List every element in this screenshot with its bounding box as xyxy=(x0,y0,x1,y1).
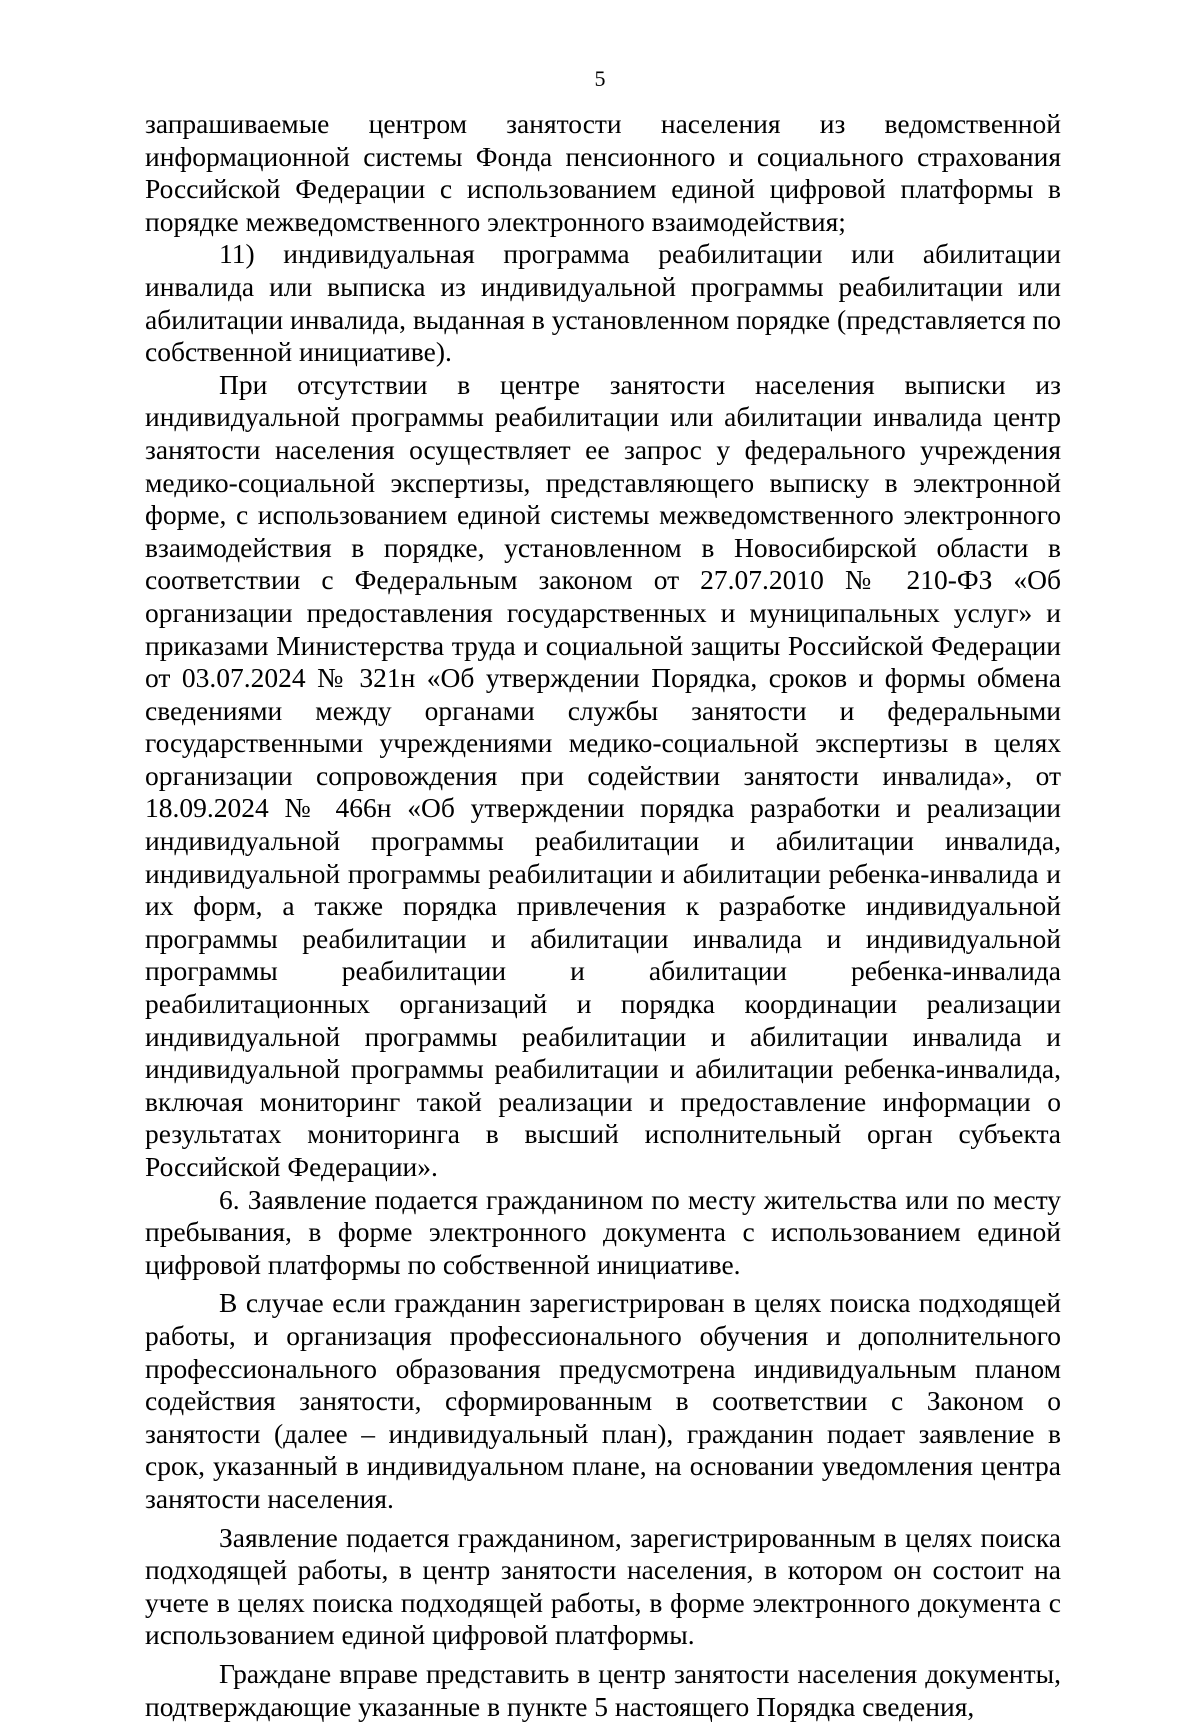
paragraph-application-submission: Заявление подается гражданином, зарегистрированным в целях поиска подходящей работы, в центр занятости населения, в котором он состоит на учете в целях поиска подходящей работы, в форме электронного документа с использованием единой цифровой платформы. xyxy=(145,1521,1061,1651)
paragraph-continuation: запрашиваемые центром занятости населения из ведомственной информационной системы Фонда пенсионного и социального страхования Российской Федерации с использованием единой цифровой платформы в порядке межведомственного электронного взаимодействия; xyxy=(145,108,1061,237)
document-body xyxy=(145,108,1061,1723)
paragraph-individual-plan: В случае если гражданин зарегистрирован в целях поиска подходящей работы, и организация профессионального обучения и дополнительного профессионального образования предусмотрена индивидуальным планом содействия занятости, сформированным в соответствии с Законом о занятости (далее – индивидуальный план), гражданин подает заявление в срок, указанный в индивидуальном плане, на основании уведомления центра занятости населения. xyxy=(145,1287,1061,1514)
page-number: 5 xyxy=(594,66,606,91)
paragraph-citizens-documents: Граждане вправе представить в центр занятости населения документы, подтверждающие указанные в пункте 5 настоящего Порядка сведения, xyxy=(145,1657,1061,1722)
paragraph-rehabilitation-request: При отсутствии в центре занятости населения выписки из индивидуальной программы реабилитации или абилитации инвалида центр занятости населения осуществляет ее запрос у федерального учреждения медико-социальной экспертизы, представляющего выписку в электронной форме, с использованием единой системы межведомственного электронного взаимодействия в порядке, установленном в Новосибирской области в соответствии с Федеральным законом от 27.07.2010 № 210-ФЗ «Об организации предоставления государственных и муниципальных услуг» и приказами Министерства труда и социальной защиты Российской Федерации от 03.07.2024 № 321н «Об утверждении Порядка, сроков и формы обмена сведениями между органами службы занятости и федеральными государственными учреждениями медико-социальной экспертизы в целях организации сопровождения при содействии занятости инвалида», от 18.09.2024 № 466н «Об утверждении порядка разработки и реализации индивидуальной программы реабилитации и абилитации инвалида, индивидуальной программы реабилитации и абилитации ребенка-инвалида и их форм, а также порядка привлечения к разработке индивидуальной программы реабилитации и абилитации инвалида и индивидуальной программы реабилитации и абилитации ребенка-инвалида реабилитационных организаций и порядка координации реализации индивидуальной программы реабилитации и абилитации инвалида и индивидуальной программы реабилитации и абилитации ребенка-инвалида, включая мониторинг такой реализации и предоставление информации о результатах мониторинга в высший исполнительный орган субъекта Российской Федерации». xyxy=(145,368,1061,1182)
paragraph-item-11: 11) индивидуальная программа реабилитации или абилитации инвалида или выписка из индивидуальной программы реабилитации или абилитации инвалида, выданная в установленном порядке (представляется по собственной инициативе). xyxy=(145,238,1061,368)
paragraph-item-6: 6. Заявление подается гражданином по месту жительства или по месту пребывания, в форме электронного документа с использованием единой цифровой платформы по собственной инициативе. xyxy=(145,1183,1061,1280)
